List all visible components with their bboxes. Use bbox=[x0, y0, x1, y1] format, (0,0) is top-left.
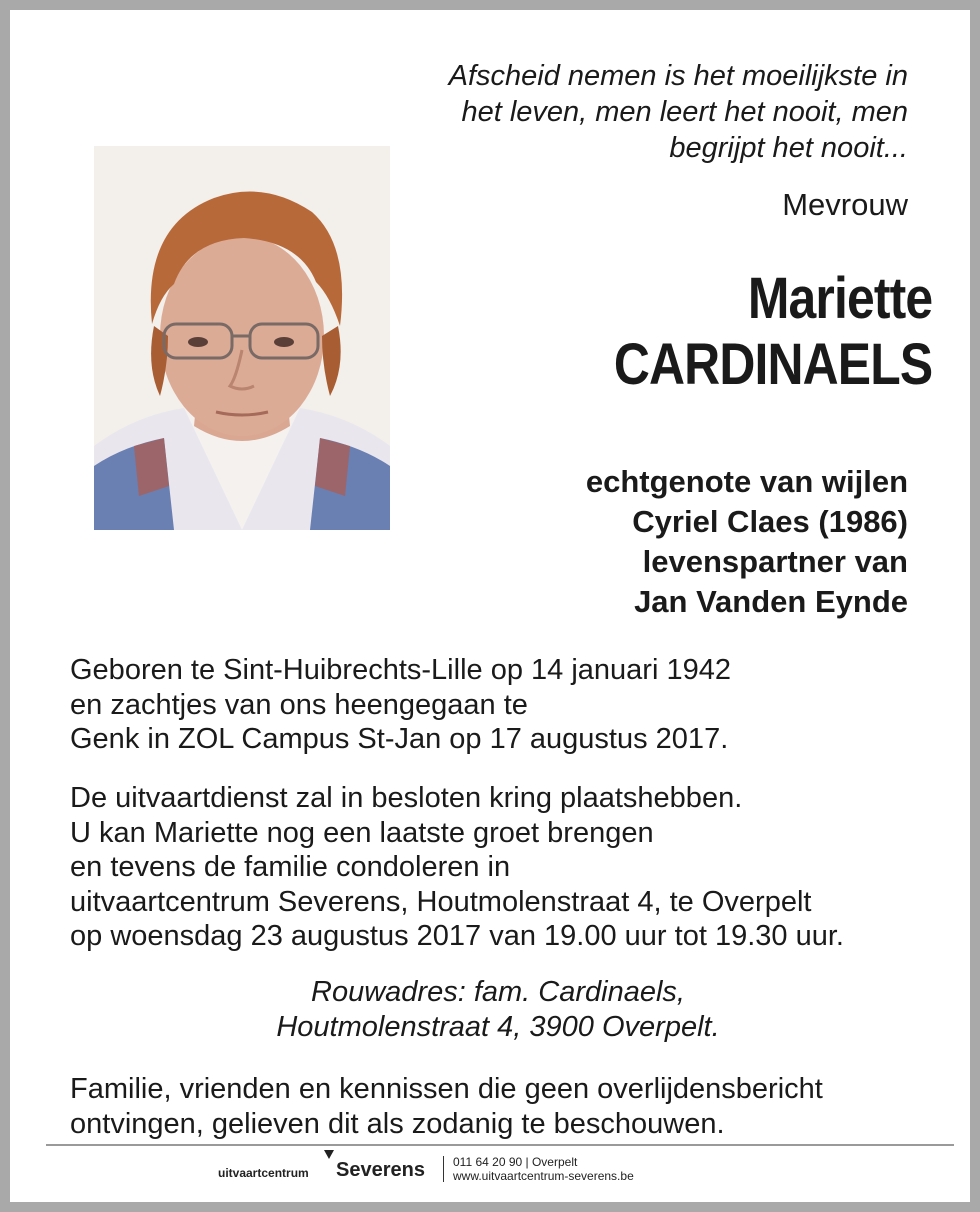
mourning-address bbox=[70, 975, 926, 1044]
funeral-paragraph bbox=[70, 781, 844, 954]
quote-line: het leven, men leert het nooit, men bbox=[461, 96, 908, 128]
footer-separator bbox=[443, 1156, 444, 1182]
paragraph-line: Familie, vrienden en kennissen die geen overlijdensbericht bbox=[70, 1073, 823, 1105]
deceased-name bbox=[614, 266, 932, 398]
paragraph-line: uitvaartcentrum Severens, Houtmolenstraat 4, te Overpelt bbox=[70, 885, 812, 918]
phone-line: 011 64 20 90 | Overpelt bbox=[453, 1155, 578, 1169]
first-name: Mariette bbox=[747, 266, 932, 331]
address-line: Rouwadres: fam. Cardinaels, bbox=[311, 976, 685, 1008]
last-name: CARDINAELS bbox=[613, 332, 932, 397]
contact-info bbox=[453, 1155, 634, 1183]
paragraph-line: Geboren te Sint-Huibrechts-Lille op 14 januari 1942 bbox=[70, 654, 731, 686]
portrait-image bbox=[94, 146, 390, 530]
address-line: Houtmolenstraat 4, 3900 Overpelt. bbox=[276, 1010, 720, 1043]
paragraph-line: De uitvaartdienst zal in besloten kring plaatshebben. bbox=[70, 782, 743, 814]
paragraph-line: ontvingen, gelieven dit als zodanig te beschouwen. bbox=[70, 1107, 725, 1140]
portrait-photo bbox=[94, 146, 390, 530]
quote-line: Afscheid nemen is het moeilijkste in bbox=[448, 60, 908, 92]
relations bbox=[586, 462, 908, 622]
paragraph-line: op woensdag 23 augustus 2017 van 19.00 uur tot 19.30 uur. bbox=[70, 920, 844, 952]
birth-death-paragraph bbox=[70, 653, 731, 757]
footer bbox=[10, 1150, 970, 1190]
website-link[interactable]: www.uitvaartcentrum-severens.be bbox=[453, 1169, 634, 1183]
footer-divider bbox=[46, 1144, 954, 1146]
relation-line: Jan Vanden Eynde bbox=[634, 584, 908, 619]
paragraph-line: en tevens de familie condoleren in bbox=[70, 851, 511, 883]
paragraph-line: Genk in ZOL Campus St-Jan op 17 augustus 2017. bbox=[70, 723, 729, 755]
quote-line: begrijpt het nooit... bbox=[669, 132, 908, 164]
paragraph-line: U kan Mariette nog een laatste groet brengen bbox=[70, 816, 654, 849]
paragraph-line: en zachtjes van ons heengegaan te bbox=[70, 688, 528, 721]
relation-line: echtgenote van wijlen bbox=[585, 464, 908, 499]
closing-paragraph bbox=[70, 1072, 823, 1141]
brand-name: Severens bbox=[336, 1159, 425, 1181]
salutation: Mevrouw bbox=[782, 187, 908, 222]
opening-quote bbox=[348, 58, 908, 166]
brand-prefix: uitvaartcentrum bbox=[218, 1166, 309, 1180]
relation-line: Cyriel Claes (1986) bbox=[632, 504, 908, 539]
relation-line: levenspartner van bbox=[642, 544, 908, 579]
brand-triangle-icon bbox=[324, 1150, 334, 1159]
